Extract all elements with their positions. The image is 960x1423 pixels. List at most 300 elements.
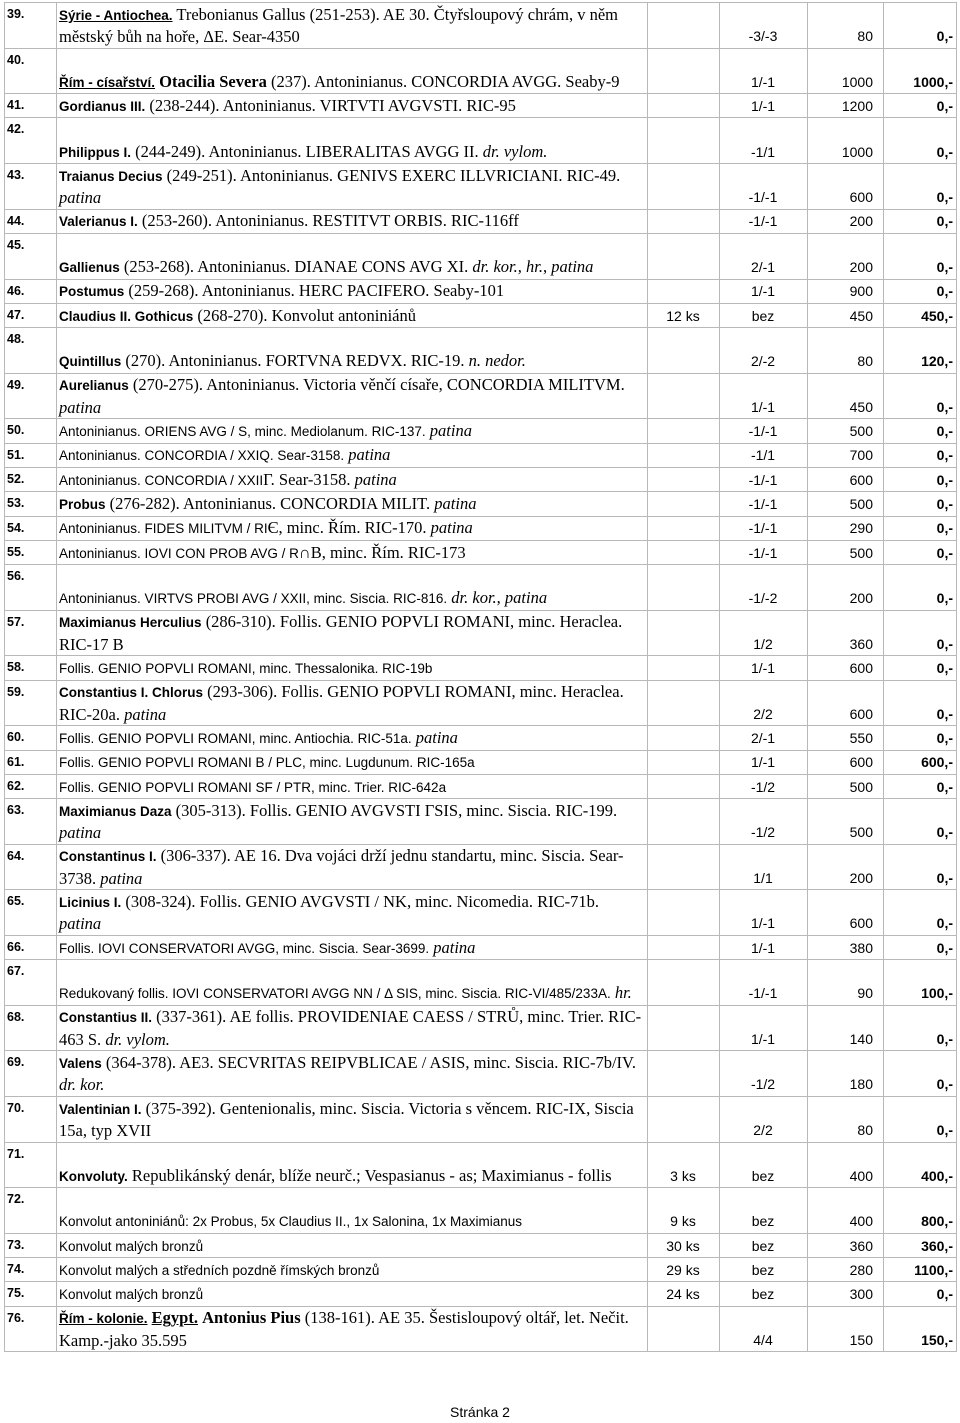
description-segment: (306-337). AE 16. Dva vojáci drží jednu standartu, minc. Siscia. Sear-3738. (59, 846, 624, 888)
description-segment: Antonius Pius (202, 1308, 301, 1328)
lot-quantity (648, 540, 720, 564)
lot-estimate: 550 (808, 726, 884, 750)
lot-grade: 1/1 (720, 844, 808, 890)
lot-quantity (648, 680, 720, 726)
lot-row (5, 118, 957, 164)
description-segment: (293-306). Follis. GENIO POPVLI ROMANI, minc. Heraclea. RIC-20a. (59, 682, 624, 724)
description-segment: patina (551, 257, 594, 277)
lot-row (5, 3, 957, 49)
lot-quantity: 9 ks (648, 1188, 720, 1234)
lot-result: 450,- (884, 303, 957, 327)
lot-quantity (648, 373, 720, 419)
description-segment: Antoninianus. VIRTVS PROBI AVG / XXII, minc. Siscia. RIC-816. (59, 591, 448, 607)
lot-result: 0,- (884, 1096, 957, 1142)
lot-grade: -1/1 (720, 443, 808, 467)
description-segment: Traianus Decius (59, 168, 163, 184)
lot-description (57, 516, 648, 540)
lot-row (5, 1282, 957, 1306)
lot-quantity (648, 565, 720, 611)
lot-estimate: 600 (808, 890, 884, 936)
lot-description (57, 774, 648, 798)
lot-description (57, 890, 648, 936)
lot-estimate: 500 (808, 774, 884, 798)
description-segment: (138-161). AE 35. Šestisloupový oltář, let. Nečit. Kamp.-jako 35.595 (59, 1308, 629, 1350)
lot-quantity (648, 328, 720, 374)
lot-row (5, 492, 957, 516)
lot-row (5, 443, 957, 467)
lot-row (5, 610, 957, 656)
lot-estimate: 500 (808, 540, 884, 564)
lot-row (5, 1096, 957, 1142)
description-segment: Postumus (59, 284, 125, 300)
description-segment: patina (100, 868, 143, 888)
lot-estimate: 600 (808, 164, 884, 210)
lot-description (57, 492, 648, 516)
lot-description (57, 799, 648, 845)
description-segment: Maximianus Daza (59, 803, 172, 819)
lot-estimate: 290 (808, 516, 884, 540)
lot-estimate: 400 (808, 1188, 884, 1234)
description-segment: Antoninianus. IOVI CON PROB AVG / R (59, 545, 299, 561)
lot-estimate: 80 (808, 328, 884, 374)
description-segment: Maximianus Herculius (59, 615, 202, 631)
lot-estimate: 80 (808, 3, 884, 49)
lot-number: 45. (5, 233, 57, 279)
lots-body (5, 3, 957, 1352)
lot-description (57, 726, 648, 750)
description-segment: Є, minc. Řím. RIC-170. (267, 518, 431, 538)
lot-grade: -1/-1 (720, 960, 808, 1006)
lot-number: 52. (5, 467, 57, 491)
lot-quantity (648, 935, 720, 959)
lot-row (5, 890, 957, 936)
description-segment: , (543, 257, 552, 277)
lot-grade: 1/-1 (720, 1005, 808, 1051)
lot-description (57, 48, 648, 94)
lot-quantity (648, 209, 720, 233)
description-segment: (268-270). Konvolut antoniniánů (193, 305, 416, 325)
description-segment: Republikánský denár, blíže neurč.; Vespasianus - as; Maximianus - follis (127, 1165, 612, 1185)
lot-description (57, 935, 648, 959)
lot-number: 59. (5, 680, 57, 726)
lot-result: 0,- (884, 164, 957, 210)
lot-estimate: 300 (808, 1282, 884, 1306)
lot-result: 600,- (884, 750, 957, 774)
lot-number: 65. (5, 890, 57, 936)
description-segment: Licinius I. (59, 894, 122, 910)
lot-result: 100,- (884, 960, 957, 1006)
lot-description (57, 1233, 648, 1257)
lot-quantity (648, 279, 720, 303)
lot-quantity (648, 960, 720, 1006)
lot-grade: 1/-1 (720, 48, 808, 94)
lot-result: 0,- (884, 726, 957, 750)
lot-result: 0,- (884, 3, 957, 49)
lot-row (5, 1188, 957, 1234)
description-segment: dr. vylom. (105, 1029, 170, 1049)
description-segment: (337-361). AE follis. PROVIDENIAE CAESS / STRŮ, minc. Trier. RIC-463 S. (59, 1007, 642, 1049)
lot-grade: 1/-1 (720, 935, 808, 959)
description-segment: patina (59, 914, 102, 934)
description-segment: patina (59, 823, 102, 843)
description-segment: Follis. GENIO POPVLI ROMANI B / PLC, minc. Lugdunum. RIC-165a (59, 755, 475, 771)
lot-estimate: 80 (808, 1096, 884, 1142)
description-segment: Valens (59, 1055, 102, 1071)
description-segment: Antoninianus. CONCORDIA / XXII (59, 472, 264, 488)
lot-quantity (648, 1096, 720, 1142)
lot-result: 0,- (884, 373, 957, 419)
lot-grade: -1/2 (720, 1051, 808, 1097)
lot-description (57, 1005, 648, 1051)
lot-description (57, 118, 648, 164)
description-segment: Trebonianus Gallus (251-253). AE 30. Čtyřsloupový chrám, v něm městský bůh na hoře, ΔE. Sear-4350 (59, 4, 618, 47)
description-segment: (276-282). Antoninianus. CONCORDIA MILIT. (105, 494, 435, 514)
lot-number: 66. (5, 935, 57, 959)
description-segment: Gallienus (59, 260, 120, 276)
lot-row (5, 1051, 957, 1097)
description-segment: patina (433, 937, 476, 957)
lot-description (57, 1258, 648, 1282)
lot-result: 0,- (884, 1005, 957, 1051)
lot-grade: -1/-2 (720, 565, 808, 611)
description-segment: (364-378). AE3. SECVRITAS REIPVBLICAE / ASIS, minc. Siscia. RIC-7b/IV. (101, 1052, 636, 1072)
lot-result: 400,- (884, 1142, 957, 1188)
lot-estimate: 500 (808, 492, 884, 516)
lot-grade: bez (720, 303, 808, 327)
lot-result: 0,- (884, 935, 957, 959)
description-segment: Follis. GENIO POPVLI ROMANI, minc. Thessalonika. RIC-19b (59, 661, 433, 677)
lot-result: 0,- (884, 443, 957, 467)
description-segment: dr. kor., hr. (472, 257, 543, 277)
lot-grade: -1/-1 (720, 467, 808, 491)
lot-row (5, 799, 957, 845)
lot-number: 63. (5, 799, 57, 845)
lot-grade: 1/-1 (720, 750, 808, 774)
lot-number: 39. (5, 3, 57, 49)
lot-description (57, 540, 648, 564)
lot-description (57, 1188, 648, 1234)
lot-grade: -3/-3 (720, 3, 808, 49)
lot-quantity: 12 ks (648, 303, 720, 327)
description-segment: hr. (614, 983, 632, 1003)
lot-description (57, 419, 648, 443)
lot-description (57, 3, 648, 49)
description-segment: (305-313). Follis. GENIO AVGVSTI ΓSIS, minc. Siscia. RIC-199. (171, 800, 618, 820)
lot-estimate: 600 (808, 467, 884, 491)
lot-grade: bez (720, 1282, 808, 1306)
lot-row (5, 726, 957, 750)
lot-quantity: 3 ks (648, 1142, 720, 1188)
description-segment: Antoninianus. CONCORDIA / XXIQ. Sear-3158. (59, 448, 345, 464)
lot-number: 46. (5, 279, 57, 303)
lot-row (5, 750, 957, 774)
description-segment: Konvolut malých a středních pozdně římských bronzů (59, 1262, 380, 1278)
lot-result: 0,- (884, 540, 957, 564)
lot-description (57, 328, 648, 374)
description-segment: (253-260). Antoninianus. RESTITVT ORBIS. RIC-116ff (137, 211, 519, 231)
lot-quantity (648, 844, 720, 890)
description-segment: (249-251). Antoninianus. GENIVS EXERC ILLVRICIANI. RIC-49. (162, 165, 621, 185)
lot-number: 60. (5, 726, 57, 750)
lot-estimate: 280 (808, 1258, 884, 1282)
lot-result: 0,- (884, 516, 957, 540)
description-segment: Konvolut malých bronzů (59, 1238, 204, 1254)
lot-row (5, 935, 957, 959)
lot-grade: -1/-1 (720, 209, 808, 233)
lot-number: 72. (5, 1188, 57, 1234)
description-segment: Γ. Sear-3158. (263, 469, 355, 489)
lot-result: 0,- (884, 610, 957, 656)
lot-description (57, 1282, 648, 1306)
lot-result: 800,- (884, 1188, 957, 1234)
description-segment: (270-275). Antoninianus. Victoria věnčí císaře, CONCORDIA MILITVM. (128, 375, 625, 395)
lot-estimate: 700 (808, 443, 884, 467)
description-segment: Follis. GENIO POPVLI ROMANI, minc. Antiochia. RIC-51a. (59, 731, 412, 746)
lot-quantity (648, 492, 720, 516)
lot-row (5, 1306, 957, 1352)
lot-row (5, 1258, 957, 1282)
lot-quantity: 30 ks (648, 1233, 720, 1257)
lot-result: 0,- (884, 890, 957, 936)
lot-catalog (4, 2, 956, 1352)
lot-grade: bez (720, 1142, 808, 1188)
lot-result: 0,- (884, 565, 957, 611)
lot-row (5, 680, 957, 726)
lot-number: 48. (5, 328, 57, 374)
lot-number: 53. (5, 492, 57, 516)
lot-description (57, 844, 648, 890)
lot-estimate: 200 (808, 209, 884, 233)
description-segment: Konvoluty. (59, 1168, 128, 1184)
lot-number: 68. (5, 1005, 57, 1051)
lot-quantity (648, 1051, 720, 1097)
lot-description (57, 750, 648, 774)
lot-row (5, 960, 957, 1006)
lot-grade: 1/-1 (720, 94, 808, 118)
lot-estimate: 360 (808, 1233, 884, 1257)
description-segment: Antoninianus. ORIENS AVG / S, minc. Mediolanum. RIC-137. (59, 424, 426, 440)
lot-quantity (648, 750, 720, 774)
lot-result: 0,- (884, 419, 957, 443)
lot-quantity (648, 1306, 720, 1352)
description-segment: patina (354, 469, 397, 489)
lot-quantity: 24 ks (648, 1282, 720, 1306)
lot-number: 70. (5, 1096, 57, 1142)
lot-estimate: 400 (808, 1142, 884, 1188)
lot-estimate: 360 (808, 610, 884, 656)
description-segment: patina (59, 188, 102, 208)
description-segment: Probus (59, 497, 106, 513)
lot-description (57, 565, 648, 611)
lot-row (5, 94, 957, 118)
lot-grade: -1/-1 (720, 516, 808, 540)
lot-row (5, 279, 957, 303)
lot-grade: -1/-1 (720, 419, 808, 443)
lot-result: 0,- (884, 467, 957, 491)
lot-estimate: 600 (808, 680, 884, 726)
lot-estimate: 380 (808, 935, 884, 959)
lot-estimate: 1000 (808, 118, 884, 164)
lot-estimate: 1000 (808, 48, 884, 94)
lot-description (57, 94, 648, 118)
lot-row (5, 540, 957, 564)
lot-row (5, 467, 957, 491)
lot-grade: 1/-1 (720, 656, 808, 680)
lot-number: 71. (5, 1142, 57, 1188)
lot-description (57, 1306, 648, 1352)
lot-quantity (648, 467, 720, 491)
lot-grade: 2/-1 (720, 233, 808, 279)
lot-result: 360,- (884, 1233, 957, 1257)
lot-estimate: 150 (808, 1306, 884, 1352)
lot-quantity (648, 1005, 720, 1051)
lot-quantity (648, 890, 720, 936)
lot-result: 0,- (884, 492, 957, 516)
lot-grade: 2/-1 (720, 726, 808, 750)
lot-grade: 1/-1 (720, 279, 808, 303)
lot-result: 0,- (884, 799, 957, 845)
lot-grade: -1/1 (720, 118, 808, 164)
lot-estimate: 200 (808, 565, 884, 611)
lot-row (5, 209, 957, 233)
description-segment: Gordianus III. (59, 98, 146, 114)
lot-row (5, 328, 957, 374)
description-segment: Constantinus I. (59, 849, 157, 865)
lot-grade: 4/4 (720, 1306, 808, 1352)
lot-number: 51. (5, 443, 57, 467)
lot-grade: -1/2 (720, 774, 808, 798)
lot-quantity (648, 799, 720, 845)
lot-result: 0,- (884, 94, 957, 118)
lot-row (5, 774, 957, 798)
lot-number: 50. (5, 419, 57, 443)
description-segment: (237). Antoninianus. CONCORDIA AVGG. Seaby-9 (266, 71, 620, 91)
lot-number: 43. (5, 164, 57, 210)
description-segment: Philippus I. (59, 144, 132, 160)
lot-number: 49. (5, 373, 57, 419)
lot-row (5, 844, 957, 890)
lot-quantity: 29 ks (648, 1258, 720, 1282)
lot-quantity (648, 610, 720, 656)
lot-number: 41. (5, 94, 57, 118)
description-segment: patina (429, 421, 472, 441)
lot-quantity (648, 48, 720, 94)
description-segment: patina (124, 704, 167, 724)
lot-row (5, 373, 957, 419)
lot-grade: 1/-1 (720, 890, 808, 936)
description-segment: dr. kor. (451, 588, 497, 608)
lot-estimate: 600 (808, 656, 884, 680)
lot-result: 0,- (884, 209, 957, 233)
description-segment: (238-244). Antoninianus. VIRTVTI AVGVSTI. RIC-95 (145, 95, 516, 115)
lot-result: 0,- (884, 774, 957, 798)
lots-table (4, 2, 957, 1352)
description-segment: (375-392). Gentenionalis, minc. Siscia. Victoria s věncem. RIC-IX, Siscia 15a, typ XVII (59, 1098, 634, 1141)
lot-description (57, 233, 648, 279)
lot-description (57, 1142, 648, 1188)
lot-estimate: 140 (808, 1005, 884, 1051)
lot-number: 67. (5, 960, 57, 1006)
lot-grade: bez (720, 1188, 808, 1234)
lot-number: 75. (5, 1282, 57, 1306)
lot-estimate: 90 (808, 960, 884, 1006)
lot-number: 62. (5, 774, 57, 798)
lot-number: 54. (5, 516, 57, 540)
description-segment: Claudius II. Gothicus (59, 308, 194, 324)
lot-quantity (648, 774, 720, 798)
lot-number: 64. (5, 844, 57, 890)
lot-description (57, 164, 648, 210)
description-segment: , (496, 588, 505, 608)
lot-row (5, 303, 957, 327)
lot-number: 56. (5, 565, 57, 611)
lot-quantity (648, 726, 720, 750)
description-segment: Follis. IOVI CONSERVATORI AVGG, minc. Siscia. Sear-3699. (59, 940, 430, 956)
lot-result: 1000,- (884, 48, 957, 94)
description-segment: dr. kor. (59, 1075, 105, 1095)
lot-result: 0,- (884, 118, 957, 164)
lot-grade: -1/-1 (720, 540, 808, 564)
lot-grade: 1/-1 (720, 373, 808, 419)
description-segment: dr. vylom. (482, 141, 548, 161)
description-segment: n. nedor. (468, 351, 526, 371)
lot-quantity (648, 516, 720, 540)
description-segment: patina (59, 397, 102, 417)
lot-description (57, 467, 648, 491)
description-segment: Follis. GENIO POPVLI ROMANI SF / PTR, minc. Trier. RIC-642a (59, 779, 447, 795)
lot-number: 57. (5, 610, 57, 656)
lot-estimate: 200 (808, 844, 884, 890)
lot-grade: -1/-1 (720, 492, 808, 516)
description-segment: (286-310). Follis. GENIO POPVLI ROMANI, minc. Heraclea. RIC-17 B (59, 612, 623, 654)
lot-quantity (648, 164, 720, 210)
description-segment: ∩B, minc. Řím. RIC-173 (298, 542, 466, 562)
lot-quantity (648, 3, 720, 49)
description-segment: Redukovaný follis. IOVI CONSERVATORI AVGG NN / Δ SIS, minc. Siscia. RIC-VI/485/233A. (59, 986, 611, 1002)
description-segment: patina (434, 494, 477, 514)
lot-number: 76. (5, 1306, 57, 1352)
description-segment: (253-268). Antoninianus. DIANAE CONS AVG XI. (119, 257, 473, 277)
lot-description (57, 656, 648, 680)
description-segment: Valerianus I. (59, 214, 138, 230)
description-segment: Quintillus (59, 354, 122, 370)
lot-number: 58. (5, 656, 57, 680)
lot-number: 42. (5, 118, 57, 164)
lot-result: 0,- (884, 233, 957, 279)
page-footer (0, 1404, 960, 1420)
lot-description (57, 279, 648, 303)
lot-quantity (648, 419, 720, 443)
description-segment: Sýrie - Antiochea. (59, 7, 173, 23)
lot-row (5, 1005, 957, 1051)
lot-result: 0,- (884, 1051, 957, 1097)
description-segment: (308-324). Follis. GENIO AVGVSTI / NK, minc. Nicomedia. RIC-71b. (121, 891, 599, 911)
lot-estimate: 450 (808, 373, 884, 419)
description-segment: Otacilia Severa (159, 71, 267, 91)
lot-grade: -1/-1 (720, 164, 808, 210)
lot-grade: -1/2 (720, 799, 808, 845)
description-segment: Constantius II. (59, 1010, 153, 1026)
lot-quantity (648, 443, 720, 467)
lot-estimate: 1200 (808, 94, 884, 118)
description-segment: Constantius I. Chlorus (59, 685, 204, 701)
lot-result: 120,- (884, 328, 957, 374)
lot-estimate: 900 (808, 279, 884, 303)
lot-description (57, 373, 648, 419)
lot-estimate: 600 (808, 750, 884, 774)
description-segment: Řím - císařství. (59, 74, 156, 90)
lot-description (57, 610, 648, 656)
